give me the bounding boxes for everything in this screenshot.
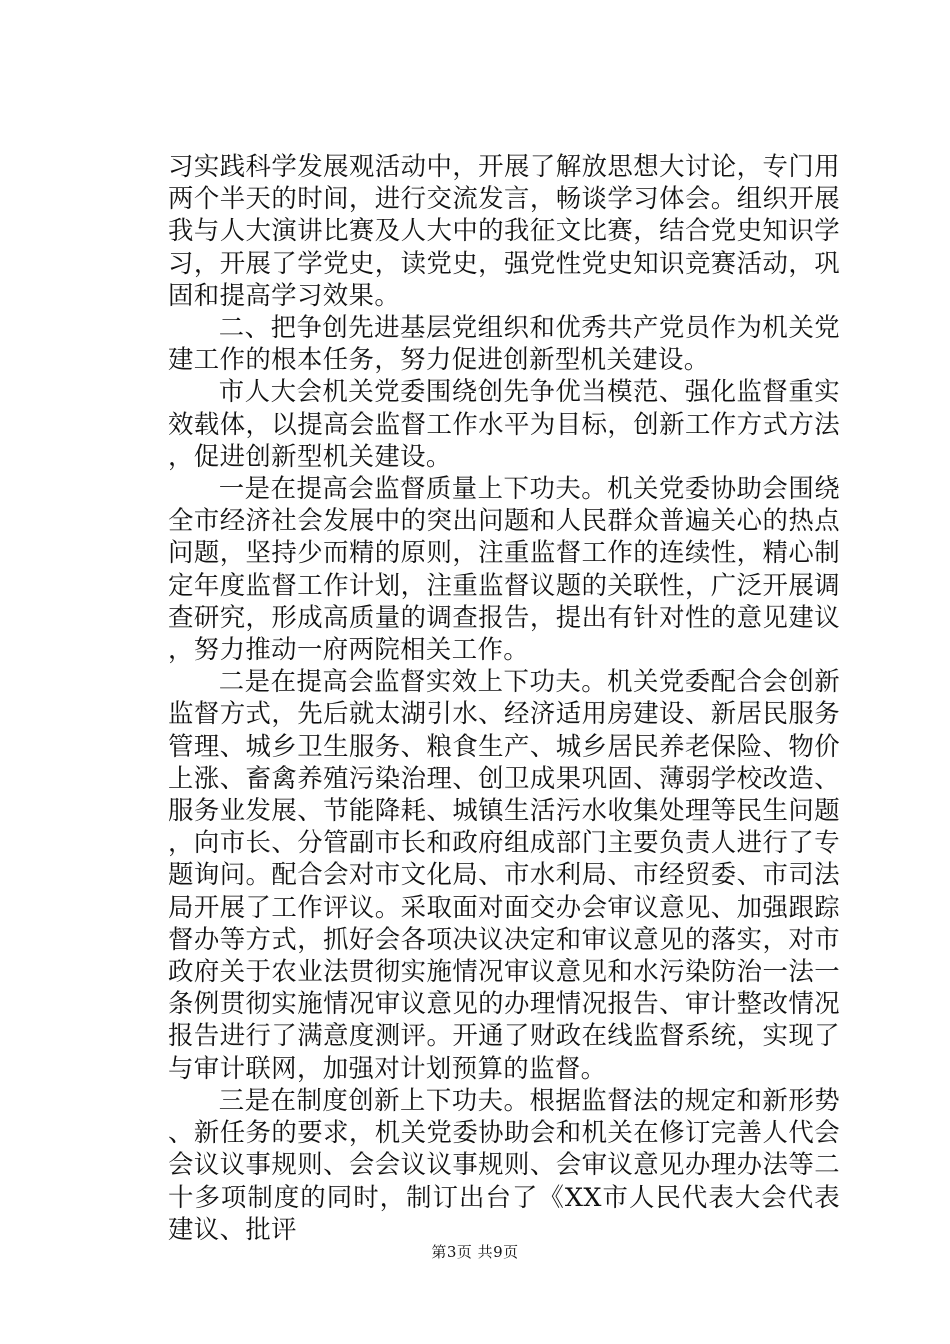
document-body xyxy=(168,150,840,1245)
paragraph-point-one: 一是在提高会监督质量上下功夫。机关党委协助会围绕全市经济社会发展中的突出问题和人民群众普遍关心的热点问题，坚持少而精的原则，注重监督工作的连续性，精心制定年度监督工作计划，注重监督议题的关联性，广泛开展调查研究，形成高质量的调查报告，提出有针对性的意见建议，努力推动一府两院相关工作。 xyxy=(168,473,840,665)
page-number-label: 第3页 共9页 xyxy=(431,1243,519,1261)
paragraph-intro: 市人大会机关党委围绕创先争优当模范、强化监督重实效载体，以提高会监督工作水平为目标，创新工作方式方法，促进创新型机关建设。 xyxy=(168,376,840,471)
paragraph-continuation: 习实践科学发展观活动中，开展了解放思想大讨论，专门用两个半天的时间，进行交流发言，畅谈学习体会。组织开展我与人大演讲比赛及人大中的我征文比赛，结合党史知识学习，开展了学党史，读党史，强党性党史知识竞赛活动，巩固和提高学习效果。 xyxy=(168,151,840,310)
paragraph-point-two: 二是在提高会监督实效上下功夫。机关党委配合会创新监督方式，先后就太湖引水、经济适用房建设、新居民服务管理、城乡卫生服务、粮食生产、城乡居民养老保险、物价上涨、畜禽养殖污染治理、创卫成果巩固、薄弱学校改造、服务业发展、节能降耗、城镇生活污水收集处理等民生问题，向市长、分管副市长和政府组成部门主要负责人进行了专题询问。配合会对市文化局、市水利局、市经贸委、市司法局开展了工作评议。采取面对面交办会审议意见、加强跟踪督办等方式，抓好会各项决议决定和审议意见的落实，对市政府关于农业法贯彻实施情况审议意见和水污染防治一法一条例贯彻实施情况审议意见的办理情况报告、审计整改情况报告进行了满意度测评。开通了财政在线监督系统，实现了与审计联网，加强对计划预算的监督。 xyxy=(168,666,840,1083)
paragraph-point-three: 三是在制度创新上下功夫。根据监督法的规定和新形势、新任务的要求，机关党委协助会和机关在修订完善人代会会议议事规则、会会议议事规则、会审议意见办理办法等二十多项制度的同时，制订出台了《XX市人民代表大会代表建议、批评 xyxy=(168,1084,840,1244)
paragraph-section-heading: 二、把争创先进基层党组织和优秀共产党员作为机关党建工作的根本任务，努力促进创新型机关建设。 xyxy=(168,312,840,375)
page-footer xyxy=(0,1242,950,1262)
